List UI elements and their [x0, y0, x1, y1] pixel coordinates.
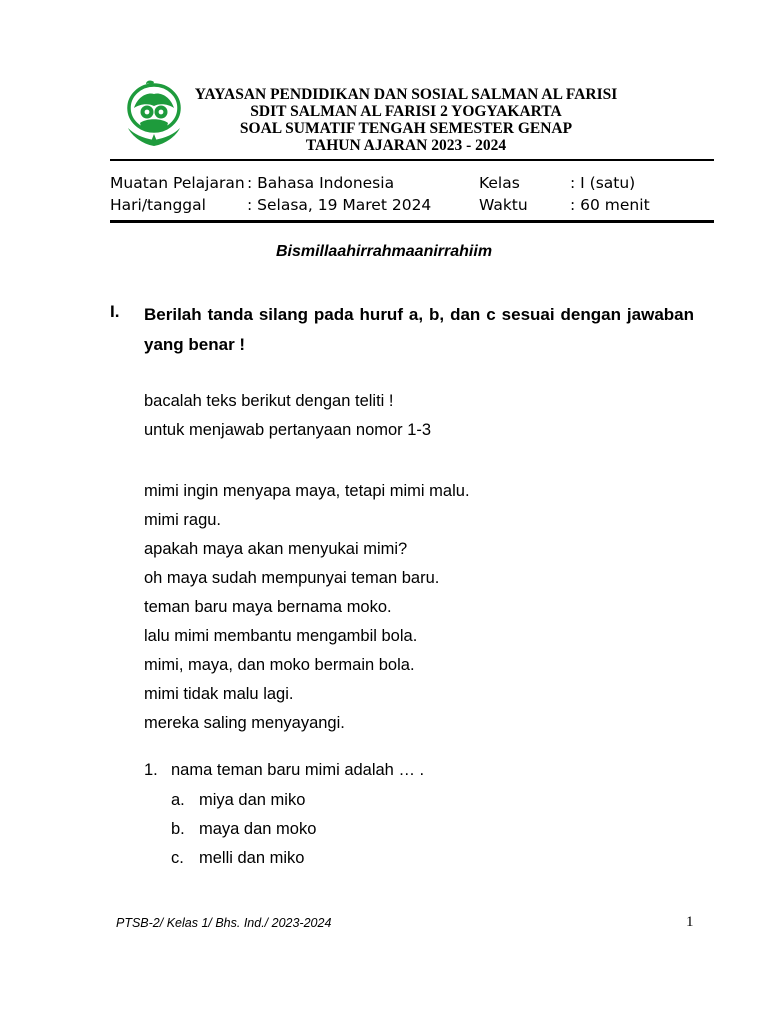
option-letter: c.: [171, 849, 184, 867]
option-text: miya dan miko: [199, 791, 306, 809]
passage-line: oh maya sudah mempunyai teman baru.: [144, 569, 440, 587]
info-divider: [110, 220, 714, 223]
question-text: nama teman baru mimi adalah … .: [171, 761, 425, 779]
foundation-name: YAYASAN PENDIDIKAN DAN SOSIAL SALMAN AL FARISI: [194, 86, 618, 103]
passage-line: mimi ingin menyapa maya, tetapi mimi malu.: [144, 482, 470, 500]
section-instruction: Berilah tanda silang pada huruf a, b, dan c sesuai dengan jawaban yang benar !: [144, 305, 694, 354]
opening-phrase: Bismillaahirrahmaanirrahiim: [275, 243, 493, 260]
date-label: Hari/tanggal: [110, 196, 206, 214]
passage-line: mereka saling menyayangi.: [144, 714, 345, 732]
academic-year: TAHUN AJARAN 2023 - 2024: [305, 137, 507, 154]
time-label: Waktu: [479, 196, 528, 214]
passage-line: mimi, maya, dan moko bermain bola.: [144, 656, 415, 674]
question-number: 1.: [144, 761, 158, 779]
class-label: Kelas: [479, 174, 520, 192]
option-text: melli dan miko: [199, 849, 305, 867]
subject-value: : Bahasa Indonesia: [247, 174, 395, 192]
header-divider: [110, 159, 714, 161]
school-logo-icon: [120, 78, 188, 150]
passage-line: teman baru maya bernama moko.: [144, 598, 392, 616]
class-value: : I (satu): [570, 174, 636, 192]
option-text: maya dan moko: [199, 820, 317, 838]
school-name: SDIT SALMAN AL FARISI 2 YOGYAKARTA: [250, 103, 562, 120]
passage-line: mimi ragu.: [144, 511, 222, 529]
subject-label: Muatan Pelajaran: [110, 174, 245, 192]
exam-title: SOAL SUMATIF TENGAH SEMESTER GENAP: [239, 120, 573, 137]
date-value: : Selasa, 19 Maret 2024: [247, 196, 432, 214]
passage-line: mimi tidak malu lagi.: [144, 685, 294, 703]
intro-line: bacalah teks berikut dengan teliti !: [144, 392, 394, 410]
section-number: I.: [110, 302, 120, 321]
option-letter: b.: [171, 820, 185, 838]
intro-line: untuk menjawab pertanyaan nomor 1-3: [144, 421, 432, 439]
page-number: 1: [686, 914, 694, 930]
passage-line: lalu mimi membantu mengambil bola.: [144, 627, 418, 645]
option-letter: a.: [171, 791, 185, 809]
time-value: : 60 menit: [570, 196, 650, 214]
passage-line: apakah maya akan menyukai mimi?: [144, 540, 408, 558]
footer-code: PTSB-2/ Kelas 1/ Bhs. Ind./ 2023-2024: [116, 916, 332, 930]
